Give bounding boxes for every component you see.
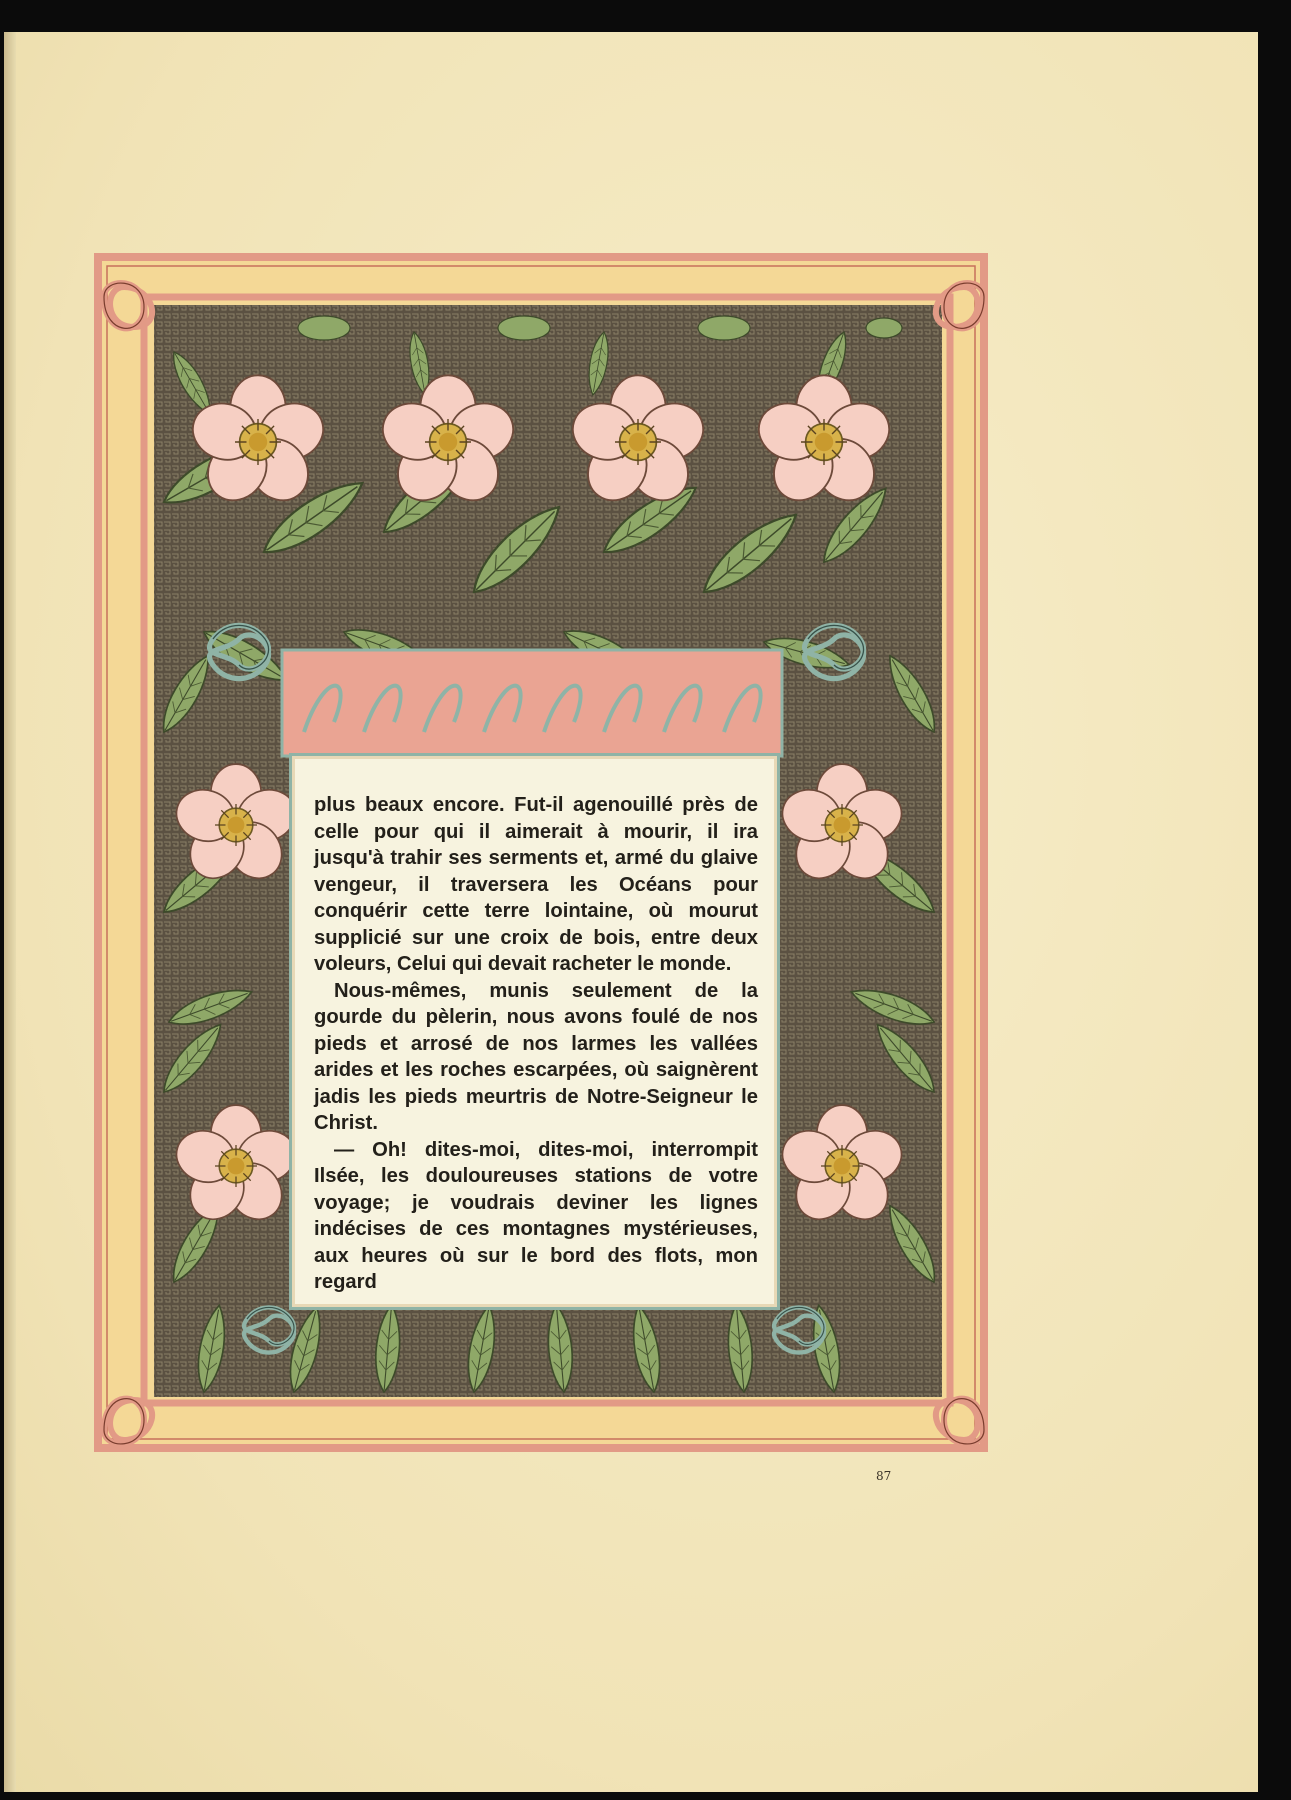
paragraph-3: — Oh! dites-moi, dites-moi, interrompit Ilsée, les douloureuses stations de votre voyage; je voudrais deviner les lignes indécises de ces montagnes mystérieuses, aux heures où sur le bord des flots, mon regard — [314, 1138, 758, 1293]
body-text — [314, 792, 758, 1296]
page-number: 87 — [876, 1469, 892, 1483]
paragraph-1: plus beaux encore. Fut-il agenouillé près de celle pour qui il aimerait à mourir, il ira jusqu'à trahir ses serments et, armé du glaive vengeur, il traversera les Océans pour conquérir cette terre lointaine, où mourut supplicié sur une croix de bois, entre deux voleurs, Celui qui devait racheter le monde. — [314, 794, 758, 975]
interlace-band — [282, 650, 782, 756]
book-page — [4, 32, 1258, 1792]
paragraph-2: Nous-mêmes, munis seulement de la gourde du pèlerin, nous avons foulé de nos pieds et arrosé de nos larmes les vallées arides et les roches escarpées, où saignèrent jadis les pieds meurtris de Notre-Seigneur le Christ. — [314, 979, 758, 1134]
